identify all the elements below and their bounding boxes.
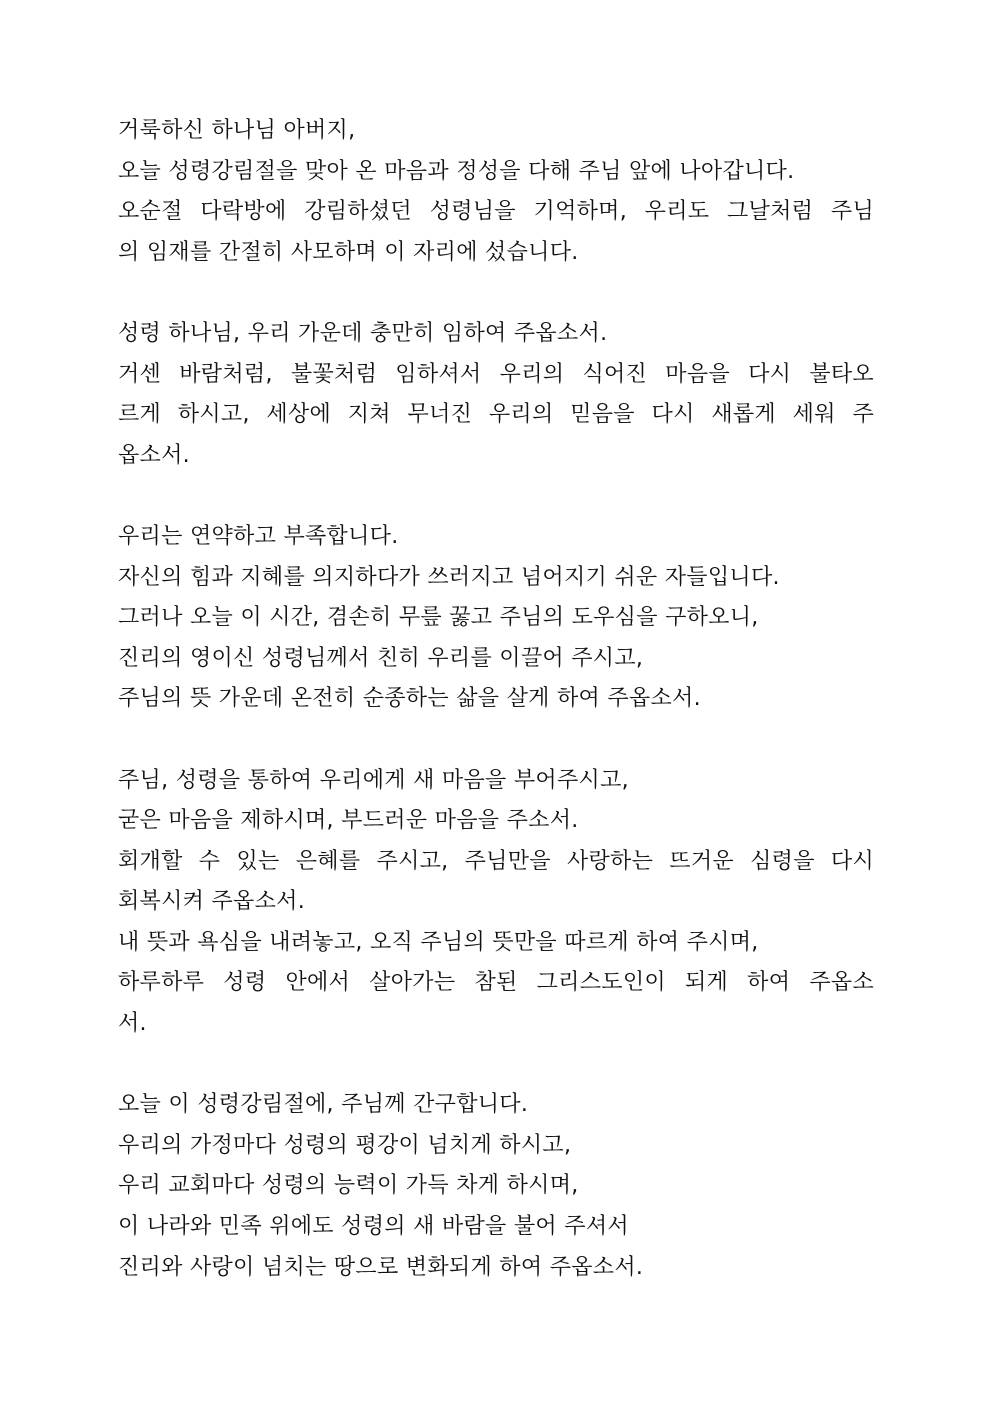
text-line: 오늘 성령강림절을 맞아 온 마음과 정성을 다해 주님 앞에 나아갑니다. [118, 158, 795, 184]
text-line: 회복시켜 주옵소서. [118, 889, 306, 915]
text-line: 내 뜻과 욕심을 내려놓고, 오직 주님의 뜻만을 따르게 하여 주시며, [118, 929, 759, 955]
paragraph-holy-spirit [118, 314, 874, 476]
text-line: 굳은 마음을 제하시며, 부드러운 마음을 주소서. [118, 808, 579, 834]
text-line: 의 임재를 간절히 사모하며 이 자리에 섰습니다. [118, 239, 579, 265]
paragraph-gap [118, 720, 874, 761]
text-line: 회개할 수 있는 은혜를 주시고, 주님만을 사랑하는 뜨거운 심령을 다시 [118, 848, 874, 874]
text-line: 우리의 가정마다 성령의 평강이 넘치게 하시고, [118, 1132, 572, 1158]
text-line: 진리와 사랑이 넘치는 땅으로 변화되게 하여 주옵소서. [118, 1254, 644, 1280]
text-line: 서. [118, 1011, 147, 1037]
paragraph-opening [118, 111, 874, 273]
text-line: 하루하루 성령 안에서 살아가는 참된 그리스도인이 되게 하여 주옵소 [118, 970, 874, 996]
text-line: 옵소서. [118, 442, 190, 468]
paragraph-gap [118, 1045, 874, 1086]
paragraph-weakness [118, 517, 874, 720]
text-line: 성령 하나님, 우리 가운데 충만히 임하여 주옵소서. [118, 320, 608, 346]
paragraph-gap [118, 476, 874, 517]
text-line: 진리의 영이신 성령님께서 친히 우리를 이끌어 주시고, [118, 645, 644, 671]
text-line: 거센 바람처럼, 불꽃처럼 임하셔서 우리의 식어진 마음을 다시 불타오 [118, 361, 874, 387]
text-line: 거룩하신 하나님 아버지, [118, 118, 356, 143]
paragraph-new-heart [118, 761, 874, 1045]
text-line: 오늘 이 성령강림절에, 주님께 간구합니다. [118, 1092, 529, 1118]
text-line: 르게 하시고, 세상에 지쳐 무너진 우리의 믿음을 다시 새롭게 세워 주 [118, 402, 874, 428]
paragraph-petition [118, 1085, 874, 1288]
text-line: 주님의 뜻 가운데 온전히 순종하는 삶을 살게 하여 주옵소서. [118, 686, 701, 712]
text-line: 우리 교회마다 성령의 능력이 가득 차게 하시며, [118, 1173, 579, 1199]
text-line: 주님, 성령을 통하여 우리에게 새 마음을 부어주시고, [118, 767, 629, 793]
text-line: 이 나라와 민족 위에도 성령의 새 바람을 불어 주셔서 [118, 1214, 629, 1240]
text-line: 자신의 힘과 지혜를 의지하다가 쓰러지고 넘어지기 쉬운 자들입니다. [118, 564, 780, 590]
text-line: 우리는 연약하고 부족합니다. [118, 523, 399, 549]
text-line: 오순절 다락방에 강림하셨던 성령님을 기억하며, 우리도 그날처럼 주님 [118, 199, 874, 225]
prayer-document [118, 111, 874, 1288]
text-line: 그러나 오늘 이 시간, 겸손히 무릎 꿇고 주님의 도우심을 구하오니, [118, 605, 759, 631]
paragraph-gap [118, 273, 874, 314]
